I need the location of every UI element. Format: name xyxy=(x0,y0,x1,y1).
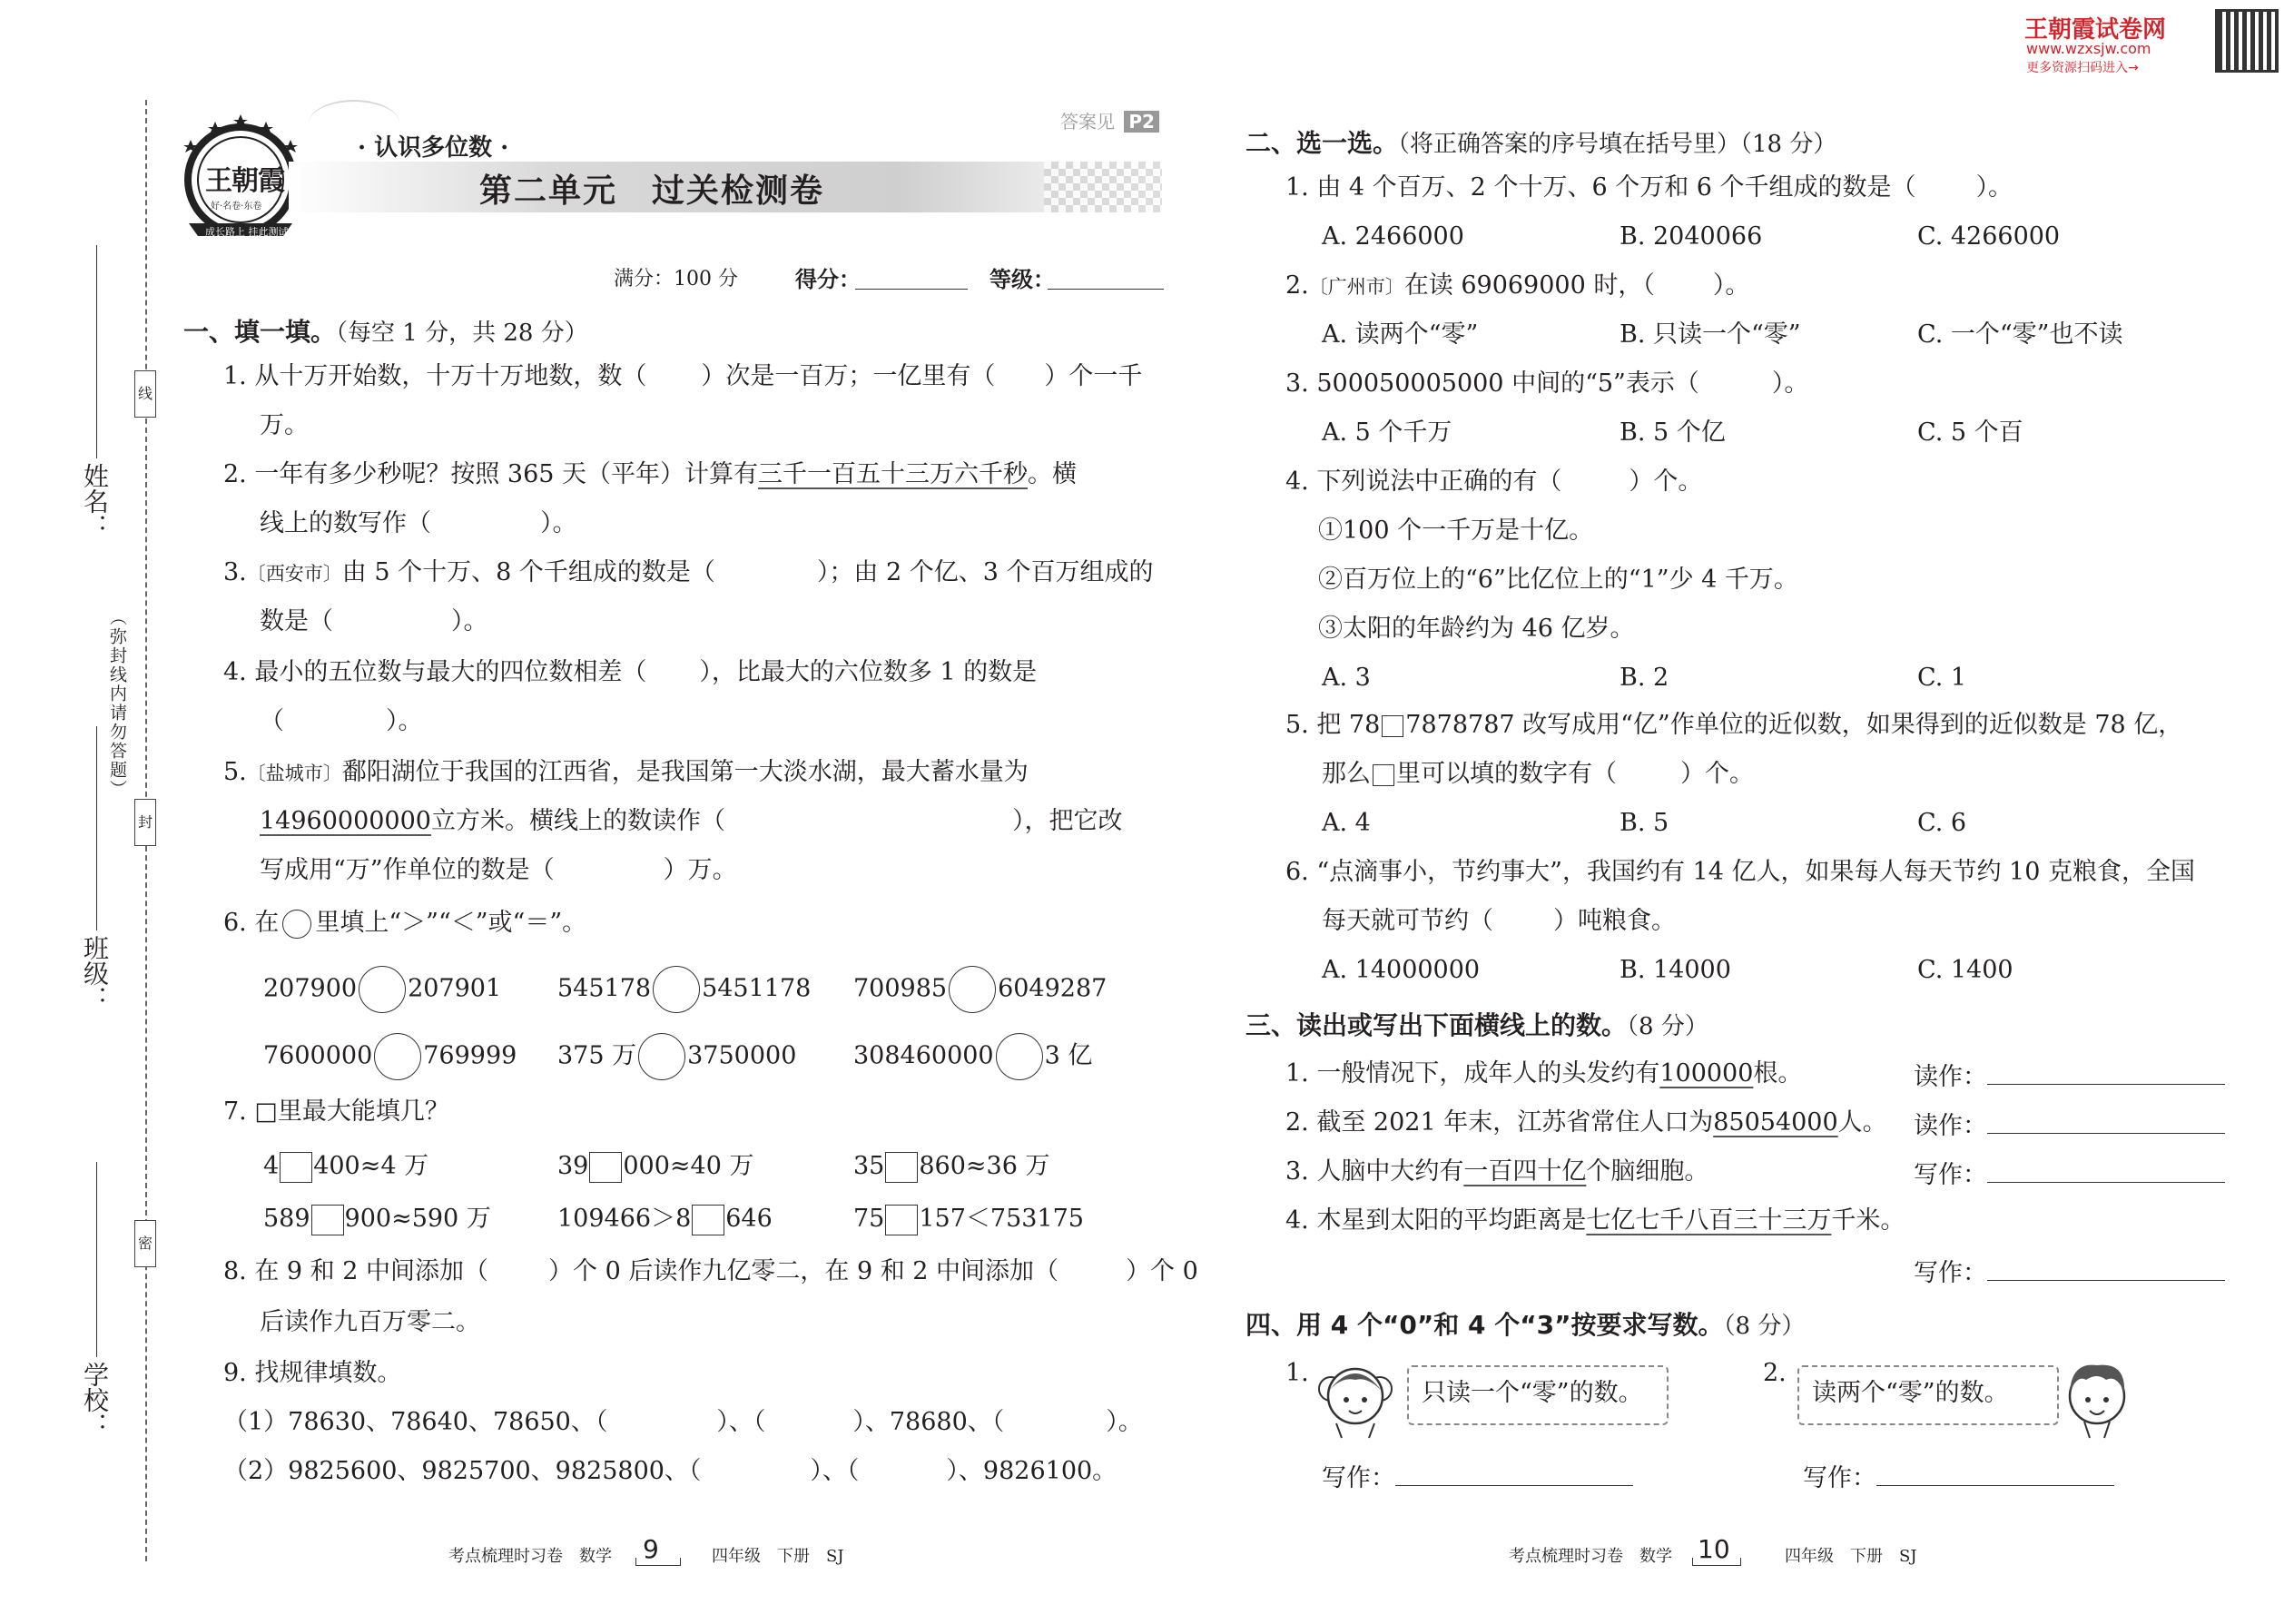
text: 3. 人脑中大约有 xyxy=(1285,1157,1464,1186)
s1-q8-line2 xyxy=(260,1307,480,1338)
text: 75 xyxy=(853,1205,885,1233)
footer-series: 考点梳理时习卷 数学 xyxy=(1509,1547,1672,1566)
compare-circle[interactable] xyxy=(949,966,996,1013)
binding-mark-3: 密 xyxy=(134,1220,156,1267)
callout-text-1: 只读一个“零”的数。 xyxy=(1422,1379,1643,1407)
compare-item xyxy=(853,966,1107,1013)
s4-answer-2 xyxy=(1803,1460,2114,1494)
text: ）、（ xyxy=(810,1457,860,1485)
s4-answer-1 xyxy=(1322,1460,1633,1494)
footer-page-number: 9 xyxy=(643,1534,659,1564)
text: 后读作九百万零二。 xyxy=(260,1308,480,1336)
text: 数是（ xyxy=(260,607,333,635)
s1-q3-line2 xyxy=(260,606,488,637)
section4-title: 四、用 4 个“0”和 4 个“3”按要求写数。 xyxy=(1245,1310,1724,1340)
text: ）、（ xyxy=(716,1408,766,1436)
class-field[interactable] xyxy=(73,726,109,1017)
square-icon xyxy=(1373,764,1394,786)
text: 2. 一年有多少秒呢？按照 365 天（平年）计算有 xyxy=(223,460,759,488)
text: 4 xyxy=(263,1152,280,1180)
brand-url: www.wzxsjw.com xyxy=(2026,40,2151,57)
text: ）。 xyxy=(1106,1408,1143,1436)
digit-item xyxy=(853,1151,1049,1183)
text: 000≈40 万 xyxy=(623,1152,754,1180)
compare-circle[interactable] xyxy=(359,966,406,1013)
footer-grade: 四年级 下册 SJ xyxy=(1785,1547,1917,1566)
name-line[interactable] xyxy=(96,245,97,458)
s2-q3 xyxy=(1285,369,1808,399)
underlined-number: 14960000000 xyxy=(260,807,431,835)
option-a[interactable]: A. 读两个“零” xyxy=(1322,320,1479,349)
s2-q4-s2: ②百万位上的“6”比亿位上的“1”少 4 千万。 xyxy=(1318,566,1798,594)
text: （2）9825600、9825700、9825800、（ xyxy=(223,1457,702,1485)
page-bracket xyxy=(635,1558,681,1566)
compare-circle[interactable] xyxy=(653,966,700,1013)
footer-series: 考点梳理时习卷 数学 xyxy=(448,1547,612,1566)
text: 4. 下列说法中正确的有（ xyxy=(1285,468,1562,496)
option-b[interactable]: B. 14000 xyxy=(1620,956,1731,984)
option-b[interactable]: B. 5 xyxy=(1620,809,1669,837)
score-input-line[interactable] xyxy=(855,289,968,290)
answer-line[interactable] xyxy=(1395,1460,1633,1486)
section2-title: 二、选一选。 xyxy=(1245,128,1399,158)
digit-box[interactable] xyxy=(885,1205,918,1235)
text: 2. 截至 2021 年末，江苏省常住人口为 xyxy=(1285,1108,1714,1137)
digit-box[interactable] xyxy=(1382,715,1403,737)
compare-item xyxy=(853,1033,1092,1080)
text: ）、9826100。 xyxy=(946,1457,1117,1485)
digit-box[interactable] xyxy=(280,1152,312,1183)
text: 万。 xyxy=(260,411,309,439)
text: ）个。 xyxy=(1680,760,1754,788)
text: 写作： xyxy=(1914,1161,1987,1189)
binding-mark-2: 封 xyxy=(134,799,156,846)
brand-block xyxy=(2023,9,2286,82)
circle-icon xyxy=(282,910,311,939)
s2-q4 xyxy=(1285,467,1702,497)
compare-item xyxy=(557,966,811,1013)
text: ）万。 xyxy=(663,856,737,884)
text: 400≈4 万 xyxy=(313,1152,429,1180)
s1-q5-line2 xyxy=(260,806,1122,837)
text: ）。 xyxy=(1712,271,1750,300)
qr-code-icon[interactable] xyxy=(2215,9,2279,73)
text: 7878787 改写成用“亿”作单位的近似数，如果得到的近似数是 78 亿， xyxy=(1405,711,2183,739)
logo-banner: 成长路上 挂此测试 xyxy=(205,226,289,238)
brand-hint: 更多资源扫码进入→ xyxy=(2026,61,2139,75)
section2-score: （将正确答案的序号填在括号里）（18 分） xyxy=(1398,131,1837,158)
text: ）。 xyxy=(386,707,423,735)
callout-text-2: 读两个“零”的数。 xyxy=(1812,1379,2009,1407)
text: ）个 0 后读作九亿零二，在 9 和 2 中间添加（ xyxy=(548,1257,1059,1285)
option-a[interactable]: A. 4 xyxy=(1322,809,1371,837)
seal-note: （弥封线内请勿答题） xyxy=(107,608,127,799)
digit-box[interactable] xyxy=(589,1152,622,1183)
option-a[interactable]: A. 3 xyxy=(1322,664,1371,692)
s2-q5-line1 xyxy=(1285,710,2182,741)
s1-q2-line1 xyxy=(223,459,1077,490)
compare-circle[interactable] xyxy=(638,1033,685,1080)
text: 9. 找规律填数。 xyxy=(223,1359,402,1387)
s2-q4-s3: ③太阳的年龄约为 46 亿岁。 xyxy=(1318,615,1635,643)
option-b[interactable]: B. 2 xyxy=(1620,664,1669,692)
text: 700985 xyxy=(853,974,948,1003)
text: 39 xyxy=(557,1152,589,1180)
text: 写作： xyxy=(1322,1464,1395,1492)
name-label: 姓名： xyxy=(80,463,110,539)
binding-mark-1: 线 xyxy=(134,370,156,418)
s3-item xyxy=(1285,1156,1708,1187)
text: ）。 xyxy=(540,509,577,537)
region-tag: 〔盐城市〕 xyxy=(246,763,342,784)
logo-name: 王朝霞 xyxy=(205,165,284,197)
logo-small: 好·名卷·东卷 xyxy=(211,202,262,212)
option-b[interactable]: B. 2040066 xyxy=(1620,222,1763,251)
brand-name: 王朝霞试卷网 xyxy=(2024,16,2167,44)
text: 。横 xyxy=(1028,460,1078,488)
text: 109466＞8 xyxy=(557,1205,692,1233)
text: 2. xyxy=(1285,271,1309,300)
digit-item xyxy=(263,1151,428,1183)
answer-line[interactable] xyxy=(1987,1255,2225,1281)
text: 立方米。横线上的数读作（ xyxy=(430,807,725,835)
answer-ref-label: 答案见 xyxy=(1060,111,1115,133)
text: 写作： xyxy=(1803,1464,1876,1492)
s2-q6-line2 xyxy=(1322,906,1676,937)
underlined-number: 100000 xyxy=(1659,1059,1754,1088)
option-c[interactable]: C. 1 xyxy=(1917,664,1967,692)
section3-score: （8 分） xyxy=(1627,1013,1708,1040)
text: 写成用“万”作单位的数是（ xyxy=(260,856,555,884)
answer-line[interactable] xyxy=(1987,1058,2225,1085)
option-c[interactable]: C. 一个“零”也不读 xyxy=(1917,320,2123,349)
option-a[interactable]: A. 5 个千万 xyxy=(1322,418,1452,447)
text: 读作： xyxy=(1914,1112,1987,1140)
text: 207901 xyxy=(408,974,502,1003)
s1-q4-line2 xyxy=(260,706,423,737)
compare-circle[interactable] xyxy=(374,1033,421,1080)
region-tag: 〔西安市〕 xyxy=(246,563,342,585)
class-line[interactable] xyxy=(96,726,97,930)
text: 里可以填的数字有（ xyxy=(1396,760,1617,788)
text: 3. xyxy=(223,558,247,586)
underlined-number: 一百四十亿 xyxy=(1463,1157,1587,1186)
underlined-number: 三千一百五十三万六千秒 xyxy=(758,460,1029,488)
text: 900≈590 万 xyxy=(344,1205,491,1233)
underlined-number: 七亿七千八百三十三万 xyxy=(1586,1206,1832,1235)
text: 207900 xyxy=(263,974,358,1003)
s3-item xyxy=(1285,1206,1905,1236)
answer-line[interactable] xyxy=(1876,1460,2114,1486)
text: 1. 由 4 个百万、2 个十万、6 个万和 6 个千组成的数是（ xyxy=(1285,173,1916,202)
s3-answer xyxy=(1914,1058,2225,1093)
option-b[interactable]: B. 5 个亿 xyxy=(1620,418,1726,447)
school-line[interactable] xyxy=(96,1162,97,1357)
compare-circle[interactable] xyxy=(996,1033,1043,1080)
text: 3. 500050005000 中间的“5”表示（ xyxy=(1285,369,1699,398)
s3-item xyxy=(1285,1107,1887,1138)
text: 3750000 xyxy=(687,1041,797,1070)
text: ）；由 2 个亿、3 个百万组成的 xyxy=(816,558,1154,586)
text: 545178 xyxy=(557,974,652,1003)
page-title: 第二单元 过关检测卷 xyxy=(479,172,825,210)
option-b[interactable]: B. 只读一个“零” xyxy=(1620,320,1801,349)
text: ）个。 xyxy=(1629,468,1703,496)
footer-right xyxy=(1509,1536,1944,1572)
compare-item xyxy=(557,1033,796,1080)
s4-n2: 2. xyxy=(1763,1359,1787,1387)
text: 个脑细胞。 xyxy=(1586,1157,1709,1186)
section1-title: 一、填一填。 xyxy=(183,317,337,347)
s3-answer xyxy=(1914,1255,2225,1289)
text: ）个 0 xyxy=(1126,1257,1198,1285)
text: 根。 xyxy=(1753,1059,1803,1088)
digit-box[interactable] xyxy=(692,1205,724,1235)
text: ）。 xyxy=(1975,173,2013,202)
text: 写作： xyxy=(1914,1259,1987,1287)
school-field[interactable] xyxy=(73,1162,109,1452)
s1-q6-line1 xyxy=(223,908,586,939)
text: ）。 xyxy=(451,607,488,635)
s3-item xyxy=(1285,1058,1802,1089)
grade-label: 等级： xyxy=(989,267,1055,292)
s1-q5-line1 xyxy=(223,757,1029,789)
s1-q4-line1 xyxy=(223,657,1037,688)
text: 1. 一般情况下，成年人的头发约有 xyxy=(1285,1059,1660,1088)
option-a[interactable]: A. 2466000 xyxy=(1322,222,1464,251)
digit-item xyxy=(263,1204,491,1235)
footer-left xyxy=(448,1536,884,1572)
text: ）次是一百万；一亿里有（ xyxy=(701,362,996,390)
text: 6. “点滴事小，节约事大”，我国约有 14 亿人，如果每人每天节约 10 克粮食，全国 xyxy=(1285,858,2195,886)
s2-q1 xyxy=(1285,172,2013,203)
text: ），把它改 xyxy=(1011,807,1123,835)
footer-page-number: 10 xyxy=(1698,1534,1730,1564)
girl-icon xyxy=(1314,1356,1396,1440)
s1-q7-line1 xyxy=(223,1097,449,1127)
s4-n1: 1. xyxy=(1285,1359,1309,1387)
digit-box[interactable] xyxy=(311,1205,344,1235)
s3-answer xyxy=(1914,1107,2225,1142)
class-label: 班级： xyxy=(80,935,110,1011)
text: 6049287 xyxy=(998,974,1108,1003)
text: 千米。 xyxy=(1831,1206,1905,1235)
digit-item xyxy=(853,1204,1084,1235)
title-bar-checker xyxy=(1044,162,1162,212)
text: 人。 xyxy=(1837,1108,1887,1137)
s1-q3-line1 xyxy=(223,557,1153,589)
compare-item xyxy=(263,1033,517,1080)
grade-input-line[interactable] xyxy=(1048,289,1164,290)
digit-box[interactable] xyxy=(885,1152,918,1183)
text: 鄱阳湖位于我国的江西省，是我国第一大淡水湖，最大蓄水量为 xyxy=(341,758,1029,786)
text: 由 5 个十万、8 个千组成的数是（ xyxy=(341,558,715,586)
text: 589 xyxy=(263,1205,310,1233)
boy-icon xyxy=(2059,1356,2135,1440)
score-row xyxy=(614,260,1167,296)
option-c[interactable]: C. 6 xyxy=(1917,809,1967,837)
full-score: 满分：100 分 xyxy=(614,268,738,290)
text: 1. 从十万开始数，十万十万地数，数（ xyxy=(223,362,647,390)
answer-ref-page: P2 xyxy=(1124,111,1159,133)
text: 3 亿 xyxy=(1044,1041,1093,1070)
option-c[interactable]: C. 5 个百 xyxy=(1917,418,2023,447)
text: ）。 xyxy=(1771,369,1809,398)
text: 读作： xyxy=(1914,1063,1987,1091)
text: ）吨粮食。 xyxy=(1553,907,1676,935)
text: 375 万 xyxy=(557,1041,637,1070)
text: 里填上“＞”“＜”或“＝”。 xyxy=(315,909,587,937)
section4-heading xyxy=(1245,1309,1805,1343)
section1-score: （每空 1 分，共 28 分） xyxy=(336,320,588,347)
name-field[interactable] xyxy=(73,245,109,545)
answer-line[interactable] xyxy=(1987,1107,2225,1134)
text: 5. xyxy=(223,758,247,786)
footer-grade: 四年级 下册 SJ xyxy=(712,1547,844,1566)
text: 4. 最小的五位数与最大的四位数相差（ xyxy=(223,658,647,686)
s1-q2-line2 xyxy=(260,508,577,539)
section4-score: （8 分） xyxy=(1723,1313,1806,1340)
answer-line[interactable] xyxy=(1987,1156,2225,1183)
text: （1）78630、78640、78650、（ xyxy=(223,1408,608,1436)
section2-heading xyxy=(1245,127,1836,161)
text: 在读 69069000 时，（ xyxy=(1403,271,1655,300)
text: ）个一千 xyxy=(1044,362,1143,390)
answer-ref xyxy=(1060,107,1159,133)
text: 308460000 xyxy=(853,1041,994,1070)
score-label: 得分： xyxy=(795,267,861,292)
page-bracket xyxy=(1692,1558,1741,1566)
text: ），比最大的六位数多 1 的数是 xyxy=(699,658,1038,686)
s1-q1-line1 xyxy=(223,361,1142,392)
section1-heading xyxy=(183,316,588,349)
digit-item xyxy=(557,1204,773,1235)
compare-item xyxy=(263,966,501,1013)
text: （ xyxy=(260,707,284,735)
text: ）、78680、（ xyxy=(852,1408,1005,1436)
text: 每天就可节约（ xyxy=(1322,907,1493,935)
s2-q6-line1 xyxy=(1285,857,2195,888)
option-a[interactable]: A. 14000000 xyxy=(1322,956,1481,984)
school-label: 学校： xyxy=(80,1362,110,1438)
text: 6. 在 xyxy=(223,909,280,937)
topic-label: · 认识多位数 · xyxy=(358,134,509,162)
text: 7. □里最大能填几？ xyxy=(223,1097,449,1126)
s1-q9-line3 xyxy=(223,1456,1117,1487)
text: 那么 xyxy=(1322,760,1371,788)
option-c[interactable]: C. 1400 xyxy=(1917,956,2013,984)
s2-q4-s1: ①100 个一千万是十亿。 xyxy=(1318,517,1594,545)
text: 157＜753175 xyxy=(919,1205,1084,1233)
s1-q1-line2 xyxy=(260,410,309,441)
underlined-number: 85054000 xyxy=(1713,1108,1838,1137)
region-tag: 〔广州市〕 xyxy=(1308,276,1404,298)
text: 769999 xyxy=(423,1041,517,1070)
section3-title: 三、读出或写出下面横线上的数。 xyxy=(1245,1010,1628,1040)
option-c[interactable]: C. 4266000 xyxy=(1917,222,2061,251)
s1-q9-line1 xyxy=(223,1358,401,1389)
s1-q9-line2 xyxy=(223,1407,1143,1438)
text: 5451178 xyxy=(702,974,812,1003)
s2-q5-line2 xyxy=(1322,759,1754,790)
section3-heading xyxy=(1245,1009,1708,1043)
digit-item xyxy=(557,1151,753,1183)
text: 860≈36 万 xyxy=(919,1152,1050,1180)
s1-q5-line3 xyxy=(260,855,737,886)
text: 7600000 xyxy=(263,1041,373,1070)
text: 8. 在 9 和 2 中间添加（ xyxy=(223,1257,489,1285)
text: 4. 木星到太阳的平均距离是 xyxy=(1285,1206,1587,1235)
text: 646 xyxy=(725,1205,773,1233)
text: 5. 把 78 xyxy=(1285,711,1381,739)
s3-answer xyxy=(1914,1156,2225,1191)
text: 线上的数写作（ xyxy=(260,509,431,537)
s2-q2 xyxy=(1285,271,1749,302)
text: 35 xyxy=(853,1152,885,1180)
s1-q8-line1 xyxy=(223,1256,1198,1287)
